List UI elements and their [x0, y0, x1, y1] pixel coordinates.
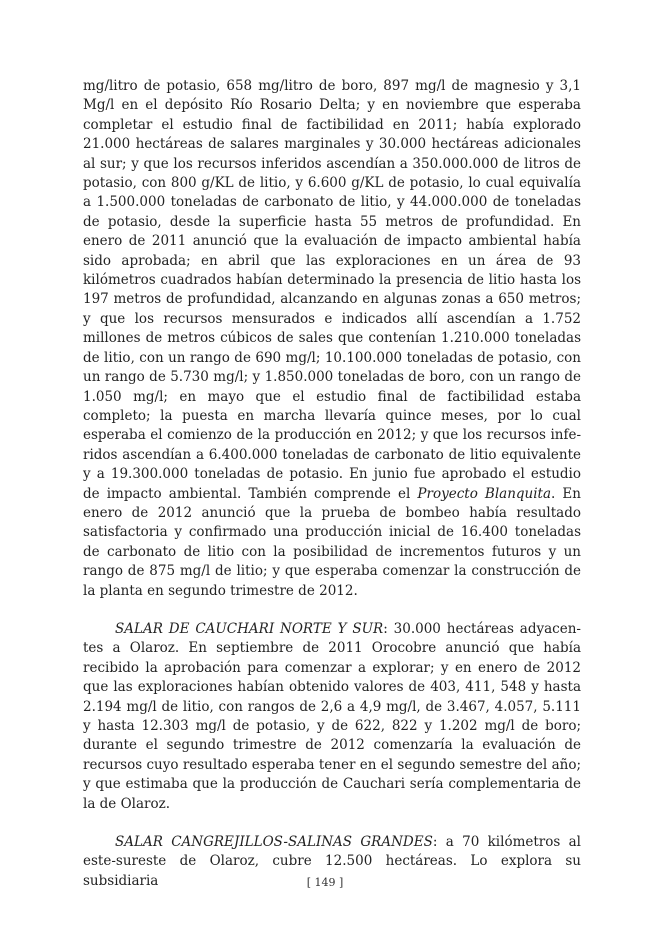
- section-heading-italic: SALAR CANGREJILLOS-SALINAS GRANDES: [115, 834, 433, 851]
- paragraph-olaroz-continued: [83, 77, 581, 601]
- page-body: [83, 77, 581, 891]
- paragraph-text: : 30.000 hectáreas adyacentes a Olaroz. En septiembre de 2011 Orocobre anunció que había recibido la aprobación para comenzar a explorar; y en enero de 2012 que las exploraciones habían obtenido valores de 403, 411, 548 y hasta 2.194 mg/l de litio, con rangos de 2,6 a 4,9 mg/l, de 3.467, 4.057, 5.111 y hasta 12.303 mg/l de potasio, y de 622, 822 y 1.202 mg/l de boro; durante el segundo trimestre de 2012 comenzaría la evaluación de recursos cuyo resultado esperaba tener en el segundo semestre del año; y que estimaba que la producción de Cauchari sería complementaria de la de Olaroz.: [83, 620, 581, 812]
- paragraph-text: : a 70 kilómetros al este-sureste de Olaroz, cubre 12.500 hectáreas. Lo explora su subsidiaria: [83, 834, 581, 889]
- paragraph-text: mg/litro de potasio, 658 mg/litro de boro, 897 mg/l de magnesio y 3,1 Mg/l en el depósito Río Rosario Delta; y en noviembre que esperaba completar el estudio final de factibilidad en 2011; había explorado 21.000 hectáreas de salares marginales y 30.000 hectáreas adicionales al sur; y que los recursos inferidos ascendían a 350.000.000 de litros de potasio, con 800 g/KL de litio, y 6.600 g/KL de potasio, lo cual equivalía a 1.500.000 toneladas de carbonato de litio, y 44.000.000 de toneladas de potasio, desde la superficie hasta 55 metros de profundidad. En enero de 2011 anunció que la evaluación de impacto ambiental había sido aprobada; en abril que las exploraciones en un área de 93 kilómetros cuadrados habían determinado la presencia de litio hasta los 197 metros de profundidad, alcanzando en algunas zonas a 650 metros; y que los recursos mensurados e indicados allí ascendían a 1.752 millones de metros cúbicos de sales que contenían 1.210.000 toneladas de litio, con un rango de 690 mg/l; 10.100.000 toneladas de potasio, con un rango de 5.730 mg/l; y 1.850.000 toneladas de boro, con un rango de 1.050 mg/l; en mayo que el estudio final de factibilidad estaba completo; la puesta en marcha llevaría quince meses, por lo cual esperaba el comienzo de la producción en 2012; y que los recursos inferidos ascendían a 6.400.000 toneladas de carbonato de litio equivalente y a 19.300.000 toneladas de potasio. En junio fue aprobado el estudio de impacto ambiental. También comprende el: [83, 78, 581, 502]
- paragraph-text: . En enero de 2012 anunció que la prueba de bombeo había resultado satisfactoria y confirmado una producción inicial de 16.400 toneladas de carbonato de litio con la posibilidad de incrementos futuros y un rango de 875 mg/l de litio; y que esperaba comenzar la construcción de la planta en segundo trimestre de 2012.: [83, 485, 581, 599]
- paragraph-cauchari: [83, 620, 581, 814]
- page-number: [ 149 ]: [306, 876, 344, 889]
- section-heading-italic: SALAR DE CAUCHARI NORTE Y SUR: [115, 620, 384, 637]
- project-name-italic: Proyecto Blanquita: [417, 485, 552, 502]
